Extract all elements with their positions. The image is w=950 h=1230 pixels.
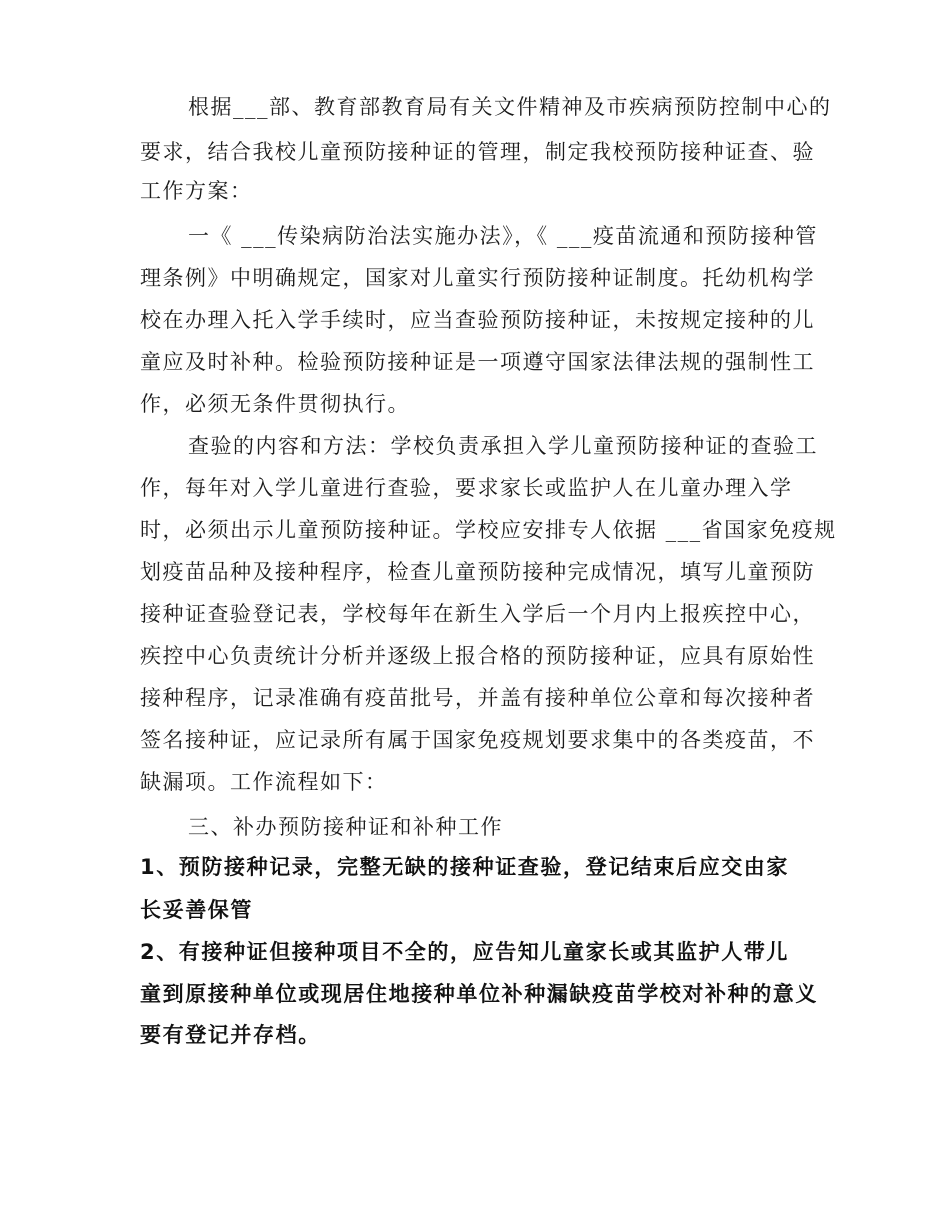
paragraph-line: 接种程序，记录准确有疫苗批号，并盖有接种单位公章和每次接种者 (140, 686, 815, 710)
paragraph-line: 要求，结合我校儿童预防接种证的管理，制定我校预防接种证查、验 (140, 140, 815, 164)
paragraph-line: 作，必须无条件贯彻执行。 (140, 392, 410, 416)
paragraph-line: 接种证查验登记表，学校每年在新生入学后一个月内上报疾控中心， (140, 602, 815, 626)
paragraph-line: 划疫苗品种及接种程序，检查儿童预防接种完成情况，填写儿童预防 (140, 560, 815, 584)
paragraph-line: 查验的内容和方法：学校负责承担入学儿童预防接种证的查验工 (188, 434, 818, 458)
paragraph-line: 作，每年对入学儿童进行查验，要求家长或监护人在儿童办理入学 (140, 476, 793, 500)
list-item-line: 2、有接种证但接种项目不全的，应告知儿童家长或其监护人带儿 (140, 940, 790, 964)
paragraph-line: 签名接种证，应记录所有属于国家免疫规划要求集中的各类疫苗，不 (140, 728, 815, 752)
paragraph-line: 缺漏项。工作流程如下： (140, 770, 388, 794)
paragraph-line: 工作方案： (140, 179, 253, 203)
list-item-line: 要有登记并存档。 (140, 1023, 321, 1047)
paragraph-line: 童应及时补种。检验预防接种证是一项遵守国家法律法规的强制性工 (140, 350, 815, 374)
list-item-line: 长妥善保管 (140, 898, 253, 922)
paragraph-line: 根据___部、教育部教育局有关文件精神及市疾病预防控制中心的 (188, 95, 832, 119)
paragraph-line: 理条例》中明确规定，国家对儿童实行预防接种证制度。托幼机构学 (140, 266, 815, 290)
paragraph-line: 一《 ___传染病防治法实施办法》，《 ___疫苗流通和预防接种管 (188, 224, 818, 248)
list-item-line: 1、预防接种记录，完整无缺的接种证查验，登记结束后应交由家 (140, 855, 790, 879)
paragraph-line: 疾控中心负责统计分析并逐级上报合格的预防接种证，应具有原始性 (140, 644, 815, 668)
list-item-line: 童到原接种单位或现居住地接种单位补种漏缺疫苗学校对补种的意义 (140, 982, 818, 1006)
section-heading: 三、补办预防接种证和补种工作 (188, 815, 503, 839)
paragraph-line: 校在办理入托入学手续时，应当查验预防接种证，未按规定接种的儿 (140, 308, 815, 332)
paragraph-line: 时，必须出示儿童预防接种证。学校应安排专人依据 ___省国家免疫规 (140, 518, 837, 542)
